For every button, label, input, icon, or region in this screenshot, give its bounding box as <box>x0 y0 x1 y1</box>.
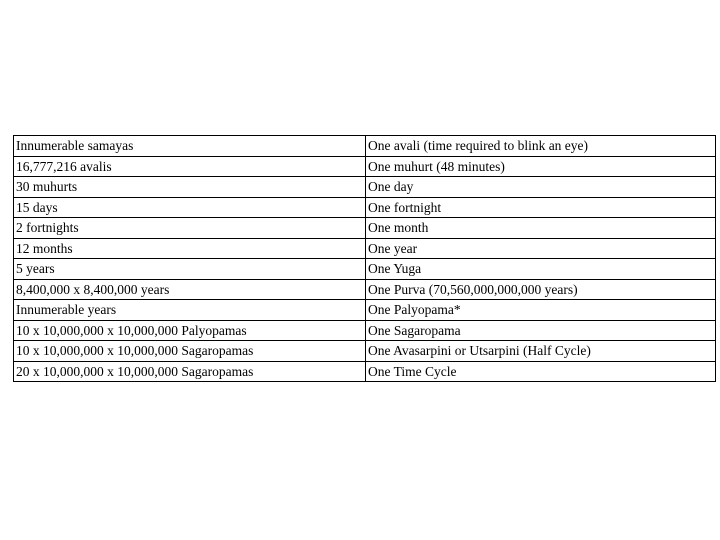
table-cell-equivalent: One Purva (70,560,000,000,000 years) <box>366 279 716 300</box>
time-units-table-body <box>14 136 716 382</box>
table-cell-equivalent: One Time Cycle <box>366 361 716 382</box>
table-cell-equivalent: One Avasarpini or Utsarpini (Half Cycle) <box>366 341 716 362</box>
table-cell-equivalent: One Palyopama* <box>366 300 716 321</box>
table-cell-equivalent: One muhurt (48 minutes) <box>366 156 716 177</box>
table-row <box>14 279 716 300</box>
table-row <box>14 259 716 280</box>
table-cell-quantity: 2 fortnights <box>14 218 366 239</box>
table-row <box>14 300 716 321</box>
table-row <box>14 177 716 198</box>
table-row <box>14 238 716 259</box>
table-row <box>14 136 716 157</box>
table-cell-quantity: 15 days <box>14 197 366 218</box>
table-cell-quantity: 8,400,000 x 8,400,000 years <box>14 279 366 300</box>
table-row <box>14 197 716 218</box>
time-units-table <box>13 135 716 382</box>
table-cell-equivalent: One Sagaropama <box>366 320 716 341</box>
table-cell-quantity: 12 months <box>14 238 366 259</box>
table-row <box>14 341 716 362</box>
table-cell-equivalent: One fortnight <box>366 197 716 218</box>
table-cell-quantity: 10 x 10,000,000 x 10,000,000 Sagaropamas <box>14 341 366 362</box>
table-row <box>14 320 716 341</box>
table-cell-equivalent: One avali (time required to blink an eye) <box>366 136 716 157</box>
table-row <box>14 156 716 177</box>
table-cell-equivalent: One month <box>366 218 716 239</box>
table-cell-equivalent: One year <box>366 238 716 259</box>
table-cell-quantity: 20 x 10,000,000 x 10,000,000 Sagaropamas <box>14 361 366 382</box>
table-cell-quantity: Innumerable years <box>14 300 366 321</box>
table-cell-quantity: 30 muhurts <box>14 177 366 198</box>
table-cell-equivalent: One Yuga <box>366 259 716 280</box>
table-cell-quantity: 5 years <box>14 259 366 280</box>
table-cell-quantity: 16,777,216 avalis <box>14 156 366 177</box>
table-cell-equivalent: One day <box>366 177 716 198</box>
table-row <box>14 361 716 382</box>
table-row <box>14 218 716 239</box>
table-cell-quantity: 10 x 10,000,000 x 10,000,000 Palyopamas <box>14 320 366 341</box>
table-cell-quantity: Innumerable samayas <box>14 136 366 157</box>
